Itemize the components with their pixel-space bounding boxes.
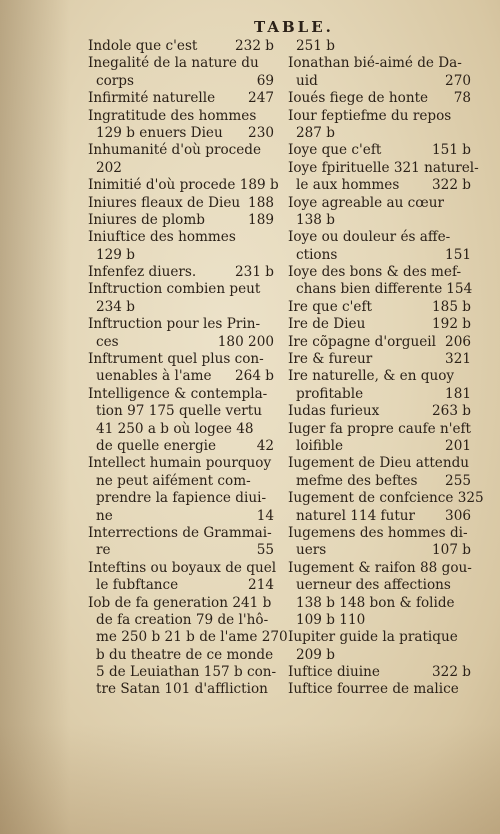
index-entry-text: 129 b (96, 246, 135, 263)
index-entry-text: Iour feptiefme du repos (288, 107, 452, 124)
index-entry-page-number: 78 (453, 90, 471, 107)
index-entry-text: Iugement de confcience 325 (288, 490, 484, 507)
index-entry-text: 202 (96, 159, 122, 176)
index-entry-text: 129 b enuers Dieu (96, 124, 223, 141)
index-entry-line (288, 142, 471, 159)
index-entry-page-number (467, 264, 471, 281)
index-entry-line (288, 403, 471, 420)
index-entry-text: 251 b (296, 38, 335, 54)
index-entry-text: Ire cõpagne d'orgueil (288, 333, 436, 350)
index-entry-page-number: 107 b (432, 542, 471, 559)
index-entry-text: Ire que c'eft (288, 298, 372, 315)
index-entry-line (288, 421, 471, 438)
index-entry-page-number: 185 b (432, 298, 471, 315)
index-entry-line (288, 595, 471, 612)
index-entry-page-number (270, 229, 274, 246)
index-entry-text: Intelligence & contempla- (88, 385, 268, 402)
index-entry-line (88, 281, 274, 298)
index-entry-line (88, 525, 274, 542)
index-entry-text: profitable (296, 385, 364, 402)
index-entry-page-number: 189 (248, 211, 274, 228)
index-entry-line (288, 681, 471, 698)
index-entry-line (288, 560, 471, 577)
index-entry-line (88, 438, 274, 455)
index-entry-text: 138 b 148 bon & folide (296, 594, 455, 611)
index-entry-page-number (272, 525, 276, 542)
index-entry-text: me 250 b 21 b de l'ame 270 (96, 629, 288, 646)
index-entry-text: tre Satan 101 d'affliction (96, 681, 268, 698)
index-entry-page-number (271, 595, 275, 612)
index-entry-line (288, 125, 471, 142)
index-entry-page-number: 151 b (432, 142, 471, 159)
index-entry-line (88, 351, 274, 368)
index-entry-line (288, 508, 471, 525)
index-entry-text: 138 b (296, 211, 335, 228)
index-entry-page-number (271, 455, 275, 472)
index-entry-line (88, 264, 274, 281)
paper-stain (0, 724, 500, 834)
index-entry-page-number (279, 177, 283, 194)
index-entry-text: Iniures de plomb (88, 211, 205, 228)
index-entry-text: re (96, 542, 111, 559)
index-entry-text: ctions (296, 246, 338, 263)
index-entry-line (288, 542, 471, 559)
index-entry-page-number (467, 577, 471, 594)
index-entry-line (88, 212, 274, 229)
index-entry-text: ne (96, 507, 113, 524)
index-entry-text: uenables à l'ame (96, 368, 212, 385)
index-entry-line (88, 142, 274, 159)
index-entry-line (88, 559, 277, 577)
index-entry-text: Ioye que c'eft (288, 142, 382, 159)
index-entry-line (288, 455, 471, 472)
index-entry-page-number: 192 b (432, 316, 471, 333)
index-entry-line (288, 612, 471, 629)
index-entry-page-number (270, 386, 274, 403)
index-entry-page-number: 214 (248, 577, 274, 594)
index-entry-line (288, 438, 471, 455)
index-entry-line (288, 55, 471, 72)
index-entry-line (288, 316, 471, 333)
index-entry-text: Iugement & raifon 88 gou- (288, 559, 472, 576)
index-entry-line (88, 177, 279, 194)
index-entry-page-number: 270 (445, 72, 471, 89)
index-entry-text: Inhumanité d'où procede (88, 142, 262, 159)
index-entry-text: Indole que c'est (88, 38, 198, 54)
index-entry-line (88, 368, 274, 385)
index-entry-page-number: 322 b (432, 664, 471, 681)
index-entry-page-number (270, 142, 274, 159)
index-entry-page-number (467, 55, 471, 72)
index-entry-page-number (270, 299, 274, 316)
index-entry-text: loifible (296, 437, 344, 454)
index-entry-text: Ioye des bons & des mef- (288, 264, 462, 281)
index-entry-text: Ioye agreable au cœur (288, 194, 444, 211)
index-entry-line (288, 299, 471, 316)
index-entry-line (88, 334, 274, 351)
index-entry-page-number (469, 455, 473, 472)
index-entry-text: Ionathan bié-aimé de Da- (288, 55, 462, 72)
index-entry-page-number (270, 55, 274, 72)
index-entry-line (88, 108, 274, 125)
index-entry-page-number (270, 281, 274, 298)
gutter-shadow (0, 0, 70, 834)
index-entry-page-number (467, 629, 471, 646)
index-entry-page-number (467, 108, 471, 125)
index-column-right (288, 38, 484, 699)
index-entry-text: Ire de Dieu (288, 316, 366, 333)
index-entry-line (88, 508, 274, 525)
index-entry-line (88, 73, 274, 90)
index-entry-page-number (270, 681, 274, 698)
index-entry-text: le aux hommes (296, 177, 400, 194)
index-entry-line (88, 681, 274, 698)
index-entry-text: Inegalité de la nature du (88, 55, 259, 72)
index-entry-text: ces (96, 333, 119, 350)
index-entry-text: 5 de Leuiathan 157 b con- (96, 664, 277, 681)
index-entry-text: Ire & fureur (288, 351, 373, 368)
index-entry-page-number (467, 612, 471, 629)
index-entry-page-number (472, 560, 476, 577)
index-entry-line (88, 612, 274, 629)
index-entry-line (88, 629, 288, 646)
index-entry-page-number: 255 (445, 472, 471, 489)
index-entry-line (288, 108, 471, 125)
index-entry-line (88, 490, 274, 507)
index-entry-line (288, 334, 471, 351)
index-entry-text: Inftruction pour les Prin- (88, 316, 261, 333)
index-entry-page-number (270, 247, 274, 264)
index-entry-text: Inftruction combien peut (88, 281, 261, 298)
index-entry-line (88, 90, 274, 107)
index-entry-line (288, 90, 471, 107)
index-entry-page-number: 55 (256, 542, 274, 559)
index-entry-text: 234 b (96, 298, 135, 315)
index-entry-page-number: 14 (256, 507, 274, 524)
index-entry-page-number: 263 b (432, 403, 471, 420)
index-entry-line (288, 159, 479, 177)
index-entry-page-number: 264 b (235, 368, 274, 385)
index-entry-text: Iob de fa generation 241 b (88, 594, 272, 611)
index-entry-text: Iuger fa propre caufe n'eft (288, 420, 471, 437)
running-head: TABLE. (254, 18, 334, 36)
index-entry-text: Iniuftice des hommes (88, 229, 236, 246)
index-entry-page-number (270, 351, 274, 368)
index-entry-page-number (276, 560, 280, 577)
index-entry-line (288, 229, 471, 246)
index-entry-line (88, 55, 274, 72)
index-entry-line (88, 595, 274, 612)
index-entry-text: ne peut aifément com- (96, 472, 251, 489)
index-entry-text: 41 250 a b où logee 48 (96, 420, 254, 437)
index-entry-text: corps (96, 72, 134, 89)
index-entry-text: Ingratitude des hommes (88, 107, 257, 124)
index-entry-page-number (467, 38, 471, 55)
index-entry-text: tion 97 175 quelle vertu (96, 403, 262, 420)
index-entry-text: Interrections de Grammai- (88, 524, 272, 541)
index-entry-line (88, 160, 274, 177)
index-entry-line (288, 647, 471, 664)
index-entry-page-number (276, 664, 280, 681)
index-entry-line (288, 664, 471, 681)
index-entry-line (88, 664, 277, 681)
index-entry-page-number (467, 368, 471, 385)
index-entry-page-number (270, 490, 274, 507)
index-entry-text: 109 b 110 (296, 611, 366, 628)
index-entry-page-number (479, 160, 483, 177)
index-entry-text: Ioye fpirituelle 321 naturel- (288, 159, 479, 176)
index-entry-text: Inftrument quel plus con- (88, 351, 264, 368)
index-entry-line (88, 455, 274, 472)
index-entry-page-number (270, 160, 274, 177)
index-entry-line (288, 38, 471, 55)
index-entry-line (288, 351, 471, 368)
index-entry-page-number (270, 403, 274, 420)
index-entry-page-number: 321 (445, 351, 471, 368)
index-entry-page-number: 306 (445, 507, 471, 524)
index-entry-text: chans bien differente (296, 281, 443, 298)
index-entry-line (288, 577, 471, 594)
index-entry-page-number (468, 525, 472, 542)
index-entry-page-number: 151 (445, 246, 471, 263)
index-entry-text: Iuftice diuine (288, 664, 380, 681)
index-entry-page-number: 180 200 (217, 333, 274, 350)
index-entry-text: Inteftins ou boyaux de quel (88, 559, 277, 576)
index-entry-line (288, 281, 471, 298)
index-column-left (88, 38, 288, 699)
index-entry-text: Iugement de Dieu attendu (288, 455, 470, 472)
index-entry-page-number (467, 195, 471, 212)
index-entry-line (288, 177, 471, 194)
index-entry-text: Iniures fleaux de Dieu (88, 194, 241, 211)
index-entry-text: naturel 114 futur (296, 507, 416, 524)
index-entry-page-number (467, 229, 471, 246)
index-entry-line (88, 473, 274, 490)
index-entry-text: de quelle energie (96, 437, 217, 454)
index-entry-page-number (467, 595, 471, 612)
index-entry-page-number (484, 490, 488, 507)
index-entry-page-number (273, 647, 277, 664)
index-entry-line (88, 577, 274, 594)
index-entry-page-number: 42 (256, 437, 274, 454)
index-entry-text: Iugemens des hommes di- (288, 524, 468, 541)
index-entry-line (288, 195, 471, 212)
index-entry-line (288, 473, 471, 490)
index-entry-line (88, 38, 274, 55)
index-entry-page-number (270, 473, 274, 490)
index-entry-page-number (467, 647, 471, 664)
index-entry-text: Infenfez diuers. (88, 264, 197, 281)
index-entry-text: Ire naturelle, & en quoy (288, 368, 455, 385)
index-entry-text: Iupiter guide la pratique (288, 629, 458, 646)
index-entry-text: 287 b (296, 124, 335, 141)
index-entry-page-number: 69 (256, 72, 274, 89)
index-entry-text: 209 b (296, 646, 335, 663)
index-entry-line (288, 368, 471, 385)
index-entry-page-number: 232 b (235, 38, 274, 54)
index-entry-text: prendre la fapience diui- (96, 490, 267, 507)
index-entry-page-number: 231 b (235, 264, 274, 281)
index-entry-page-number: 201 (445, 437, 471, 454)
index-entry-page-number (471, 421, 475, 438)
index-entry-text: Iudas furieux (288, 403, 380, 420)
index-entry-page-number (270, 612, 274, 629)
index-entry-page-number: 322 b (432, 177, 471, 194)
index-entry-line (288, 247, 471, 264)
index-entry-page-number: 230 (248, 124, 274, 141)
index-entry-page-number (467, 681, 471, 698)
index-entry-text: b du theatre de ce monde (96, 646, 274, 663)
index-entry-text: Ioye ou douleur és affe- (288, 229, 451, 246)
index-entry-line (88, 421, 274, 438)
index-entry-line (88, 647, 274, 664)
index-entry-line (88, 403, 274, 420)
index-entry-text: Iuftice fourree de malice (288, 681, 459, 698)
index-entry-text: le fubftance (96, 577, 179, 594)
index-entry-page-number (270, 316, 274, 333)
index-entry-line (288, 386, 471, 403)
index-entry-text: Infirmité naturelle (88, 90, 216, 107)
index-entry-text: Intellect humain pourquoy (88, 455, 272, 472)
index-entry-page-number (270, 108, 274, 125)
index-entry-page-number (270, 421, 274, 438)
index-entry-text: uerneur des affections (296, 577, 451, 594)
index-entry-page-number: 154 (446, 281, 473, 298)
index-entry-line (88, 299, 274, 316)
index-entry-page-number (467, 212, 471, 229)
index-entry-text: Inimitié d'où procede 189 b (88, 177, 279, 194)
index-entry-line (88, 247, 274, 264)
index-entry-page-number (467, 125, 471, 142)
index-entry-text: uers (296, 542, 327, 559)
index-entry-text: Ioués fiege de honte (288, 90, 429, 107)
index-entry-text: de fa creation 79 de l'hô- (96, 611, 269, 628)
index-entry-line (288, 264, 471, 281)
index-entry-line (288, 525, 471, 542)
index-entry-page-number: 181 (445, 385, 471, 402)
index-entry-page-number: 206 (445, 333, 471, 350)
index-entry-line (88, 316, 274, 333)
index-entry-line (88, 229, 274, 246)
index-entry-line (288, 212, 471, 229)
index-entry-line (88, 386, 274, 403)
index-entry-line (288, 73, 471, 90)
index-entry-line (288, 629, 471, 646)
index-entry-page-number: 247 (248, 90, 274, 107)
index-entry-page-number: 188 (248, 194, 274, 211)
index-entry-line (88, 542, 274, 559)
index-entry-line (88, 125, 274, 142)
index-entry-line (288, 490, 484, 507)
index-entry-text: mefme des beftes (296, 472, 418, 489)
index-entry-text: uid (296, 72, 318, 89)
index-entry-line (88, 195, 274, 212)
